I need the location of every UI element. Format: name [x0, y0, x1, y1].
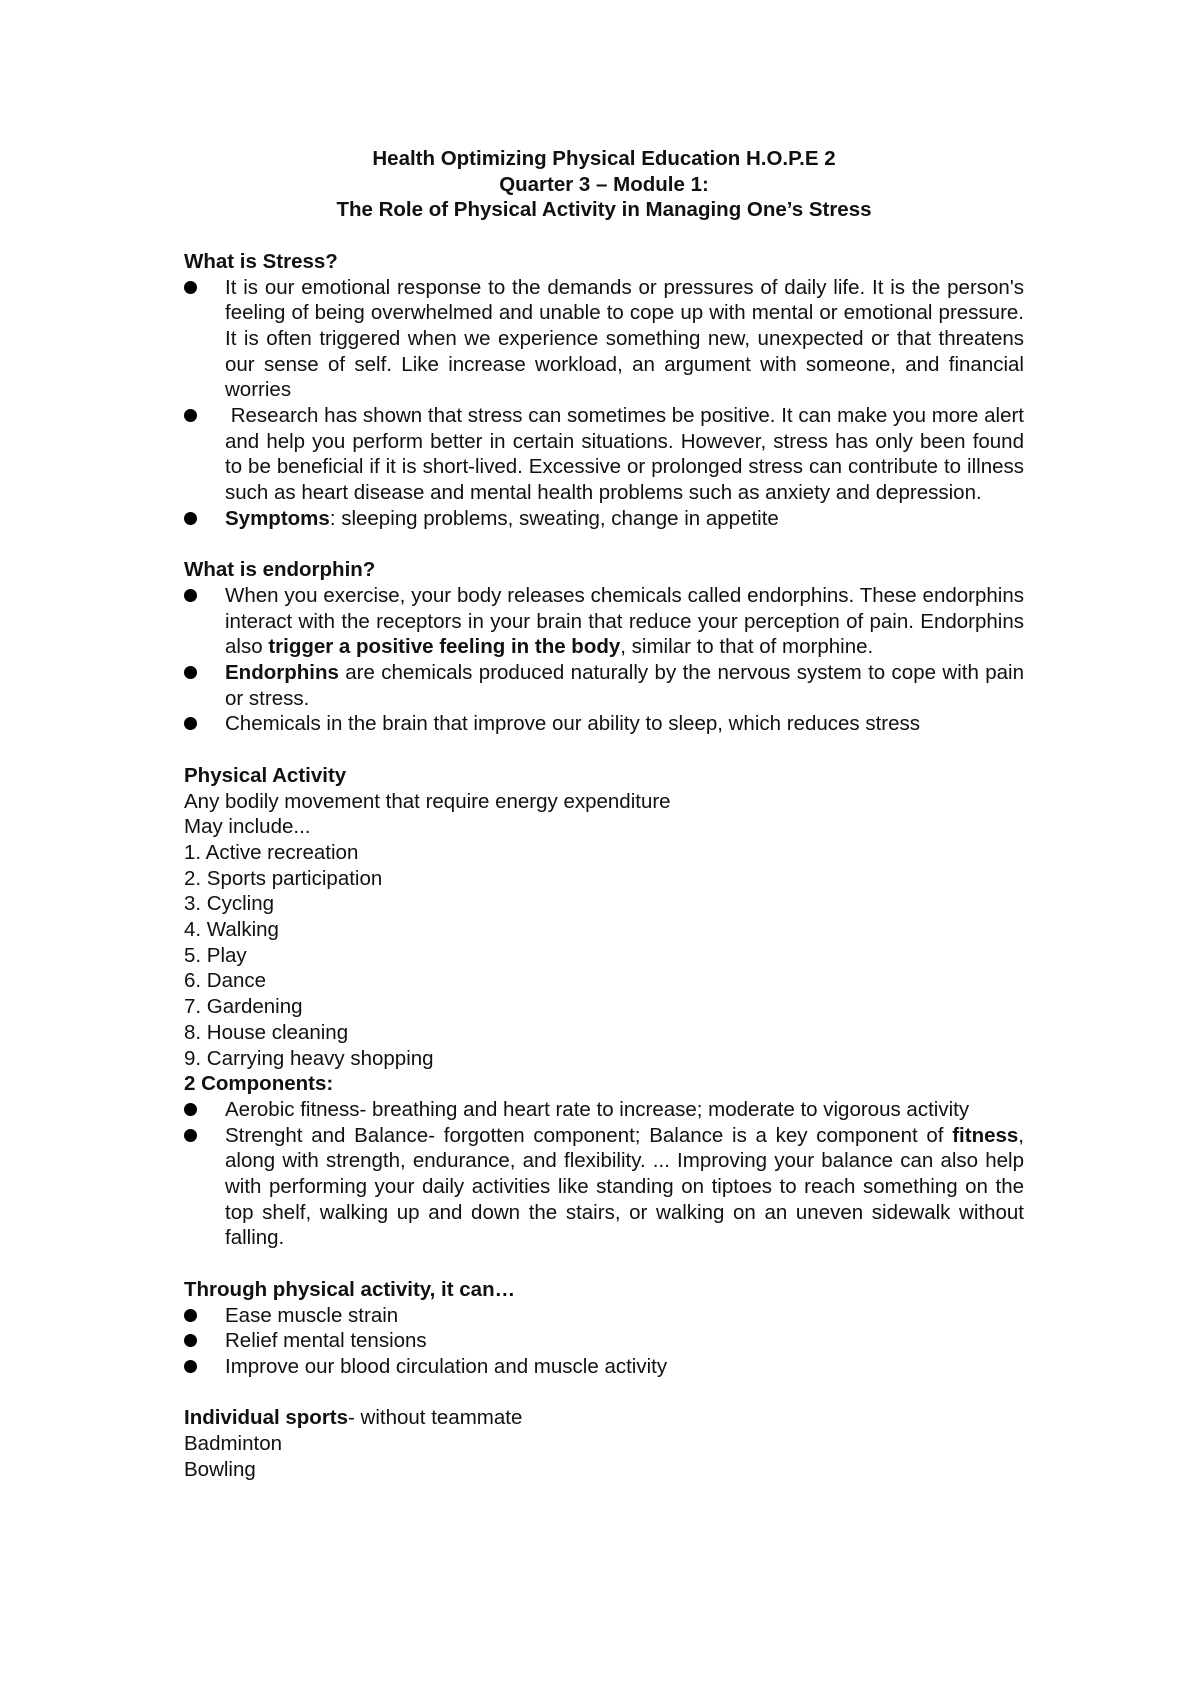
list-item: Endorphins are chemicals produced naturally by the nervous system to cope with pain or stress. [184, 660, 1024, 711]
list-item: 4. Walking [184, 918, 279, 942]
bullet-icon [184, 1309, 197, 1322]
list-item: Improve our blood circulation and muscle activity [184, 1354, 1024, 1380]
title-line-1: Health Optimizing Physical Education H.O.P.E 2 [372, 147, 836, 170]
document-title [184, 146, 1024, 223]
bullet-icon [184, 1129, 197, 1142]
list-item: 8. House cleaning [184, 1020, 349, 1044]
list-item: 7. Gardening [184, 995, 303, 1019]
list-item: Research has shown that stress can sometimes be positive. It can make you more alert and help you perform better in certain situations. However, stress has only been found to be beneficial if it is short-lived. Excessive or prolonged stress can contribute to illness such as heart disease and mental health problems such as anxiety and depression. [184, 403, 1024, 506]
title-line-3: The Role of Physical Activity in Managing One’s Stress [336, 198, 872, 222]
bullet-icon [184, 281, 197, 294]
physical-activity-definition: Any bodily movement that require energy expenditure [184, 789, 671, 813]
activity-list [184, 840, 1024, 1071]
list-item: Ease muscle strain [184, 1303, 1024, 1329]
list-item: 9. Carrying heavy shopping [184, 1046, 434, 1070]
bullet-icon [184, 1103, 197, 1116]
list-item: Aerobic fitness- breathing and heart rate to increase; moderate to vigorous activity [184, 1097, 1024, 1123]
list-item: 2. Sports participation [184, 866, 383, 890]
bullet-icon [184, 666, 197, 679]
bullet-icon [184, 1334, 197, 1347]
list-item: 1. Active recreation [184, 840, 359, 864]
list-item: Relief mental tensions [184, 1328, 1024, 1354]
list-item: 3. Cycling [184, 892, 275, 916]
bullet-icon [184, 512, 197, 525]
bullet-icon [184, 1360, 197, 1373]
endorphin-list [184, 583, 1024, 737]
components-list [184, 1097, 1024, 1251]
bullet-icon [184, 717, 197, 730]
bullet-icon [184, 409, 197, 422]
title-line-2: Quarter 3 – Module 1: [499, 172, 709, 196]
list-item: Chemicals in the brain that improve our ability to sleep, which reduces stress [184, 711, 1024, 737]
document-page [184, 146, 1024, 1482]
bullet-icon [184, 589, 197, 602]
list-item: Badminton [184, 1432, 283, 1456]
may-include-label: May include... [184, 815, 311, 839]
benefits-list [184, 1303, 1024, 1380]
through-activity-heading: Through physical activity, it can… [184, 1277, 516, 1301]
list-item: It is our emotional response to the demands or pressures of daily life. It is the person's feeling of being overwhelmed and unable to cope up with mental or emotional pressure. It is often triggered when we experience something new, unexpected or that threatens our sense of self. Like increase workload, an argument with someone, and financial worries [184, 275, 1024, 404]
endorphin-heading: What is endorphin? [184, 558, 376, 582]
list-item: Bowling [184, 1457, 256, 1481]
physical-activity-heading: Physical Activity [184, 763, 347, 787]
stress-heading: What is Stress? [184, 249, 338, 273]
stress-list [184, 275, 1024, 532]
components-heading: 2 Components: [184, 1072, 334, 1096]
list-item: Strenght and Balance- forgotten component; Balance is a key component of fitness, along with strength, endurance, and flexibility. ... Improving your balance can also help with performing your daily activities like standing on tiptoes to reach something on the top shelf, walking up and down the stairs, or walking on an uneven sidewalk without falling. [184, 1123, 1024, 1252]
list-item: 6. Dance [184, 969, 267, 993]
individual-sports-heading: Individual sports- without teammate [184, 1406, 523, 1430]
list-item: 5. Play [184, 943, 247, 967]
list-item: When you exercise, your body releases chemicals called endorphins. These endorphins interact with the receptors in your brain that reduce your perception of pain. Endorphins also trigger a positive feeling in the body, similar to that of morphine. [184, 583, 1024, 660]
list-item: Symptoms: sleeping problems, sweating, change in appetite [184, 506, 1024, 532]
